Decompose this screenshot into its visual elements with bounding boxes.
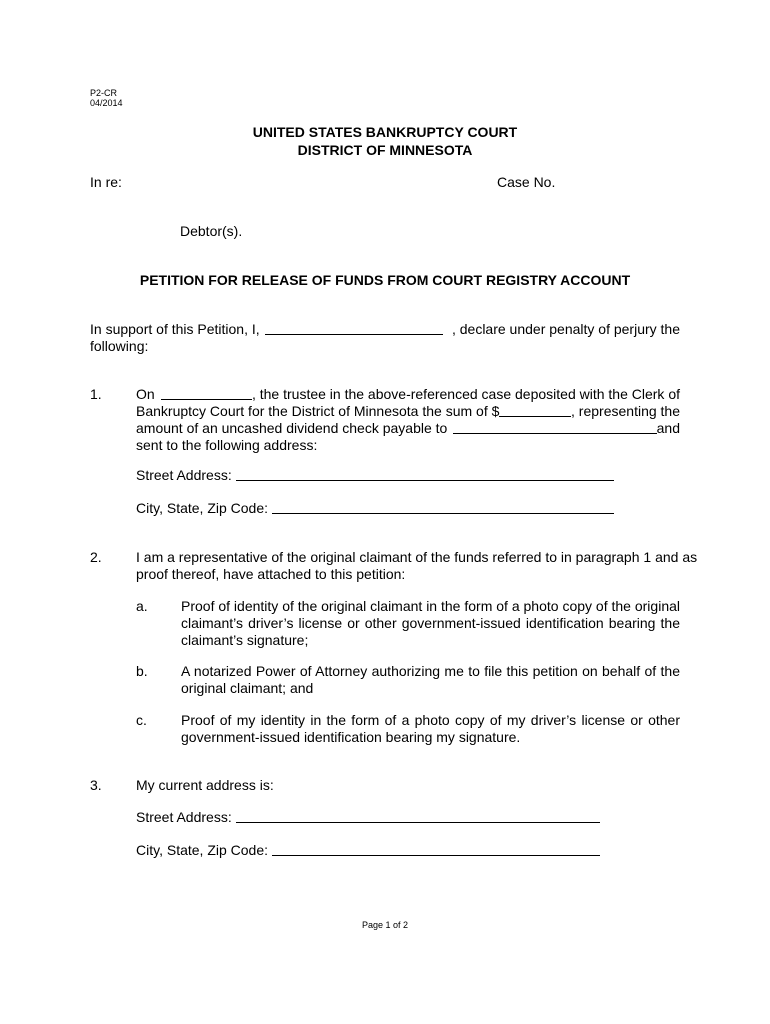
intro-text-1: In support of this Petition, I, — [90, 321, 260, 337]
intro-paragraph — [90, 321, 680, 355]
item-2-number: 2. — [90, 549, 102, 565]
subitem-b-letter: b. — [136, 663, 148, 679]
payee-name-field[interactable] — [453, 420, 656, 434]
item-3-city-label: City, State, Zip Code: — [136, 842, 269, 858]
item-1-text-representing: , representing the — [571, 403, 680, 419]
court-district: DISTRICT OF MINNESOTA — [297, 142, 473, 158]
item-1-street-row — [136, 467, 614, 483]
intro-text-3: following: — [90, 338, 149, 354]
item-1-street-label: Street Address: — [136, 467, 232, 483]
in-re-label: In re: — [90, 174, 122, 190]
page-number: Page 1 of 2 — [361, 920, 409, 930]
item-3-text: My current address is: — [136, 777, 274, 793]
item-1-text-payable: amount of an uncashed dividend check payable to — [136, 420, 448, 436]
subitem-c-letter: c. — [136, 712, 147, 728]
item-1-text-trustee: , the trustee in the above-referenced case deposited with the Clerk of — [251, 386, 680, 402]
item-3-city-row — [136, 842, 600, 858]
item-3-street-field[interactable] — [236, 809, 600, 823]
item-1-city-field[interactable] — [272, 500, 614, 514]
item-1-number: 1. — [90, 386, 102, 402]
case-no-label: Case No. — [497, 174, 556, 190]
subitem-a-line-3: claimant’s signature; — [181, 632, 309, 648]
item-1-text-sent: sent to the following address: — [136, 437, 318, 453]
item-3-city-field[interactable] — [272, 842, 600, 856]
item-1-text-sum: Bankruptcy Court for the District of Minnesota the sum of $ — [136, 403, 500, 419]
form-code: P2-CR — [90, 88, 118, 98]
subitem-a-text — [181, 598, 680, 649]
item-1-city-label: City, State, Zip Code: — [136, 500, 269, 516]
subitem-a-letter: a. — [136, 598, 148, 614]
subitem-b-line-1: A notarized Power of Attorney authorizing me to file this petition on behalf of the — [181, 663, 680, 679]
item-3-number: 3. — [90, 777, 102, 793]
intro-text-2: , declare under penalty of perjury the — [451, 321, 680, 337]
subitem-a-line-1: Proof of identity of the original claimant in the form of a photo copy of the original — [181, 598, 680, 614]
subitem-a-line-2: claimant’s driver’s license or other government-issued identification bearing the — [181, 615, 680, 631]
item-1-street-field[interactable] — [236, 467, 614, 481]
deposit-amount-field[interactable] — [499, 403, 571, 417]
item-3-street-row — [136, 809, 600, 825]
subitem-b-text — [181, 663, 680, 697]
debtors-label: Debtor(s). — [180, 223, 243, 239]
subitem-c-text — [181, 712, 680, 746]
item-1-paragraph — [136, 386, 680, 454]
item-2-line-1: I am a representative of the original claimant of the funds referred to in paragraph 1 and as — [136, 549, 698, 565]
petition-title: PETITION FOR RELEASE OF FUNDS FROM COURT REGISTRY ACCOUNT — [139, 272, 631, 288]
subitem-c-line-1: Proof of my identity in the form of a photo copy of my driver’s license or other — [181, 712, 680, 728]
subitem-b-line-2: original claimant; and — [181, 680, 314, 696]
item-1-city-row — [136, 500, 614, 516]
item-2-line-2: proof thereof, have attached to this petition: — [136, 566, 406, 582]
form-date: 04/2014 — [90, 98, 123, 108]
item-1-text-on: On — [136, 386, 155, 402]
declarant-name-field[interactable] — [265, 321, 443, 335]
court-name: UNITED STATES BANKRUPTCY COURT — [252, 124, 518, 140]
item-2-paragraph — [136, 549, 698, 583]
subitem-c-line-2: government-issued identification bearing my signature. — [181, 729, 521, 745]
item-3-street-label: Street Address: — [136, 809, 232, 825]
item-1-text-and: and — [656, 420, 680, 436]
deposit-date-field[interactable] — [161, 386, 252, 400]
